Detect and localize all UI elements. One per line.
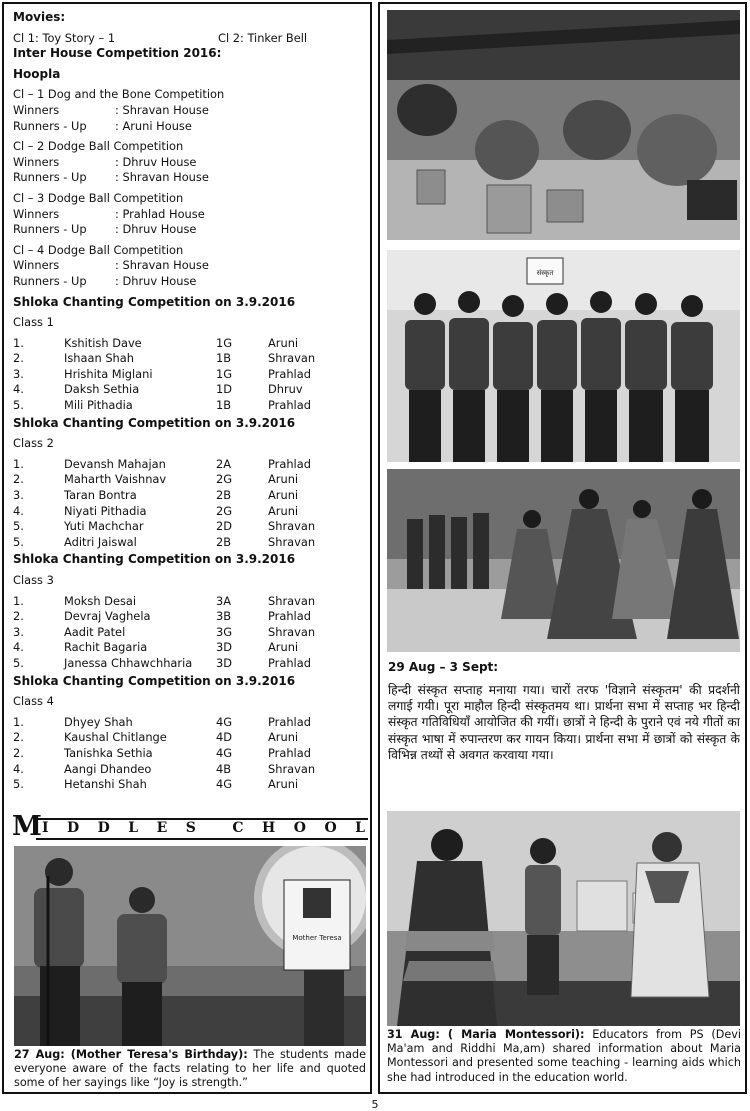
class-section: 2A (216, 456, 232, 471)
rank: 4. (13, 382, 24, 397)
shloka-heading: Shloka Chanting Competition on 3.9.2016 (13, 294, 296, 309)
student-name: Niyati Pithadia (64, 503, 147, 518)
house: Aruni (268, 777, 299, 792)
rank: 2. (13, 745, 24, 760)
house: Prahlad (268, 714, 311, 729)
runners-up-row (13, 170, 365, 186)
movie-class1: Cl 1: Toy Story – 1 (13, 30, 116, 45)
table-row (13, 457, 365, 473)
house: Prahlad (268, 366, 311, 381)
rank: 5. (13, 398, 24, 413)
student-name: Daksh Sethia (64, 382, 140, 397)
house: Prahlad (268, 745, 311, 760)
shloka-results (13, 295, 365, 795)
table-row (13, 625, 365, 641)
shloka-table (13, 594, 365, 672)
student-name: Ishaan Shah (64, 351, 134, 366)
table-row (13, 504, 365, 520)
caption-montessori (387, 1028, 741, 1085)
banner-letter: D (67, 820, 81, 836)
caption-mother-teresa (14, 1048, 366, 1091)
competition-title: Cl – 2 Dodge Ball Competition (13, 139, 184, 154)
competition-title: Cl – 4 Dodge Ball Competition (13, 242, 184, 257)
table-row (13, 535, 365, 551)
photo-sanskrit-students (387, 250, 740, 462)
rank: 2. (13, 730, 24, 745)
banner-letter: L (128, 820, 140, 836)
winners-label: Winners (13, 102, 60, 117)
winners-row (13, 155, 365, 171)
rank: 2. (13, 351, 24, 366)
table-row (13, 594, 365, 610)
rank: 1. (13, 593, 24, 608)
winners-label: Winners (13, 154, 60, 169)
class-section: 2B (216, 488, 232, 503)
rank: 4. (13, 761, 24, 776)
rank: 3. (13, 624, 24, 639)
house: Aruni (268, 488, 299, 503)
rank: 5. (13, 534, 24, 549)
rank: 5. (13, 777, 24, 792)
winners-row (13, 103, 365, 119)
banner-letter: D (97, 820, 111, 836)
banner-letter: L (355, 820, 366, 836)
class-section: 4D (216, 730, 233, 745)
competitions-list (13, 87, 365, 294)
class-label: Class 2 (13, 436, 54, 451)
banner-letters (42, 820, 366, 836)
winners-row (13, 207, 365, 223)
banner-letter: H (262, 820, 277, 836)
photo-outdoor-class (387, 10, 740, 240)
class-section: 3D (216, 655, 233, 670)
runners-up-row (13, 119, 365, 135)
winners-row (13, 258, 365, 274)
table-row (13, 640, 365, 656)
photo-garba-dance (387, 469, 740, 652)
house: Prahlad (268, 655, 311, 670)
shloka-heading: Shloka Chanting Competition on 3.9.2016 (13, 415, 296, 430)
house: Prahlad (268, 456, 311, 471)
banner-letter: S (185, 820, 197, 836)
house: Shravan (268, 761, 316, 776)
shloka-table (13, 715, 365, 793)
table-row (13, 398, 365, 414)
class-section: 1B (216, 351, 232, 366)
house: Aruni (268, 640, 299, 655)
photo-outdoor-class-image (387, 10, 740, 240)
table-row (13, 336, 365, 352)
student-name: Maharth Vaishnav (64, 472, 167, 487)
student-name: Hrishita Miglani (64, 366, 153, 381)
winners-value: : Dhruv House (115, 154, 197, 169)
student-name: Janessa Chhawchharia (64, 655, 193, 670)
rank: 1. (13, 456, 24, 471)
class-section: 2B (216, 534, 232, 549)
house: Shravan (268, 624, 316, 639)
class-section: 4B (216, 761, 232, 776)
student-name: Taran Bontra (64, 488, 137, 503)
banner-letter: O (293, 820, 307, 836)
shloka-table (13, 336, 365, 414)
winners-value: : Shravan House (115, 258, 209, 273)
table-row (13, 746, 365, 762)
runners-up-value: : Dhruv House (115, 222, 197, 237)
banner-rule-bottom (36, 838, 368, 840)
house: Shravan (268, 593, 316, 608)
class-section: 4G (216, 777, 233, 792)
house: Shravan (268, 351, 316, 366)
house: Aruni (268, 335, 299, 350)
table-row (13, 519, 365, 535)
house: Prahlad (268, 398, 311, 413)
class-section: 2G (216, 503, 233, 518)
banner-letter: I (42, 820, 50, 836)
house: Aruni (268, 730, 299, 745)
student-name: Kaushal Chitlange (64, 730, 167, 745)
house: Prahlad (268, 609, 311, 624)
class-section: 3A (216, 593, 232, 608)
class-section: 1D (216, 382, 233, 397)
class-section: 3D (216, 640, 233, 655)
table-row (13, 656, 365, 672)
inter-house-heading: Inter House Competition 2016: (13, 46, 222, 61)
spacer (13, 793, 365, 795)
winners-value: : Shravan House (115, 102, 209, 117)
placard-text: संस्कृत (536, 269, 554, 277)
rank: 4. (13, 503, 24, 518)
runners-up-value: : Shravan House (115, 170, 209, 185)
left-text-block (13, 10, 365, 795)
rank: 1. (13, 714, 24, 729)
runners-up-value: : Aruni House (115, 118, 192, 133)
poster-text: Mother Teresa (292, 934, 342, 942)
caption-mother-teresa-text: The students made everyone aware of the facts relating to her life and quoted some of her sayings like “Joy is strength.” (14, 1048, 366, 1090)
competition-title: Cl – 1 Dog and the Bone Competition (13, 87, 225, 102)
class-section: 1B (216, 398, 232, 413)
rank: 1. (13, 335, 24, 350)
movie-class2: Cl 2: Tinker Bell (218, 30, 308, 45)
banner-initial: M (12, 811, 42, 842)
competition-title: Cl – 3 Dodge Ball Competition (13, 190, 184, 205)
rank: 2. (13, 609, 24, 624)
class-section: 3B (216, 609, 232, 624)
student-name: Yuti Machchar (64, 519, 144, 534)
shloka-table (13, 457, 365, 551)
photo-garba-dance-image (387, 469, 740, 652)
page-number: 5 (371, 1098, 379, 1111)
class-section: 1G (216, 366, 233, 381)
photo-montessori-session (387, 811, 740, 1026)
photo-mother-teresa-image (14, 846, 366, 1046)
student-name: Dhyey Shah (64, 714, 133, 729)
table-row (13, 351, 365, 367)
photo-mother-teresa-assembly (14, 846, 366, 1046)
house: Shravan (268, 519, 316, 534)
hoopla-heading: Hoopla (13, 66, 61, 81)
sanskrit-week-paragraph: हिन्दी संस्कृत सप्ताह मनाया गया। चारों तरफ 'विज्ञाने संस्कृतम' की प्रदर्शनी लगाई गयी। पूरा माहौल हिन्दी संस्कृतमय था। प्रार्थना सभा में सप्ताह भर हिन्दी संस्कृत गतिविधियाँ आयोजित की गयीं। छात्रों ने हिन्दी के पुराने एवं नये गीतों का संस्कृत भाषा में रुपान्तरण कर गायन किया। प्रार्थना सभा में छात्रों को संस्कृत के विभिन्न तथ्यों से अवगत करवाया गया। (388, 682, 740, 763)
rank: 3. (13, 366, 24, 381)
house: Aruni (268, 503, 299, 518)
sanskrit-week-section (388, 660, 740, 764)
student-name: Moksh Desai (64, 593, 137, 608)
movies-heading: Movies: (13, 10, 66, 24)
table-row (13, 488, 365, 504)
photo-sanskrit-students-image (387, 250, 740, 462)
house: Dhruv (268, 382, 303, 397)
class-section: 4G (216, 745, 233, 760)
shloka-heading: Shloka Chanting Competition on 3.9.2016 (13, 552, 296, 567)
student-name: Kshitish Dave (64, 335, 142, 350)
movies-row (13, 31, 365, 47)
student-name: Mili Pithadia (64, 398, 133, 413)
student-name: Aditri Jaiswal (64, 534, 137, 549)
student-name: Aadit Patel (64, 624, 126, 639)
house: Aruni (268, 472, 299, 487)
class-label: Class 1 (13, 315, 54, 330)
class-label: Class 3 (13, 573, 54, 587)
table-row (13, 715, 365, 731)
middle-school-banner (12, 811, 368, 842)
banner-letter: C (232, 820, 245, 836)
table-row (13, 777, 365, 793)
table-row (13, 367, 365, 383)
student-name: Devansh Mahajan (64, 456, 166, 471)
photo-montessori-image (387, 811, 740, 1026)
student-name: Aangi Dhandeo (64, 761, 152, 776)
table-row (13, 730, 365, 746)
runners-up-label: Runners - Up (13, 170, 87, 185)
runners-up-label: Runners - Up (13, 273, 87, 288)
banner-letter: E (156, 820, 169, 836)
table-row (13, 609, 365, 625)
table-row (13, 382, 365, 398)
winners-value: : Prahlad House (115, 206, 205, 221)
caption-montessori-text: Educators from PS (Devi Ma'am and Riddhi Ma,am) shared information about Maria Montessori and presented some teaching - learning aids which she had introduced in the education world. (387, 1028, 741, 1084)
winners-label: Winners (13, 206, 60, 221)
caption-montessori-date: 31 Aug: ( Maria Montessori): (387, 1028, 585, 1041)
left-column (2, 2, 372, 1094)
runners-up-value: : Dhruv House (115, 273, 197, 288)
rank: 2. (13, 472, 24, 487)
winners-label: Winners (13, 258, 60, 273)
class-section: 2D (216, 519, 233, 534)
rank: 3. (13, 488, 24, 503)
class-section: 2G (216, 472, 233, 487)
class-label: Class 4 (13, 694, 54, 709)
table-row (13, 762, 365, 778)
shloka-heading: Shloka Chanting Competition on 3.9.2016 (13, 673, 296, 688)
house: Shravan (268, 534, 316, 549)
student-name: Devraj Vaghela (64, 609, 151, 624)
runners-up-row (13, 274, 365, 290)
class-section: 3G (216, 624, 233, 639)
caption-mother-teresa-date: 27 Aug: (Mother Teresa's Birthday): (14, 1048, 248, 1061)
rank: 4. (13, 640, 24, 655)
table-row (13, 472, 365, 488)
runners-up-label: Runners - Up (13, 222, 87, 237)
sanskrit-week-heading: 29 Aug – 3 Sept: (388, 660, 499, 674)
rank: 5. (13, 655, 24, 670)
student-name: Tanishka Sethia (64, 745, 153, 760)
student-name: Rachit Bagaria (64, 640, 148, 655)
banner-letter: O (324, 820, 338, 836)
runners-up-row (13, 222, 365, 238)
student-name: Hetanshi Shah (64, 777, 147, 792)
runners-up-label: Runners - Up (13, 118, 87, 133)
rank: 5. (13, 519, 24, 534)
class-section: 4G (216, 714, 233, 729)
class-section: 1G (216, 335, 233, 350)
right-column (378, 2, 747, 1094)
